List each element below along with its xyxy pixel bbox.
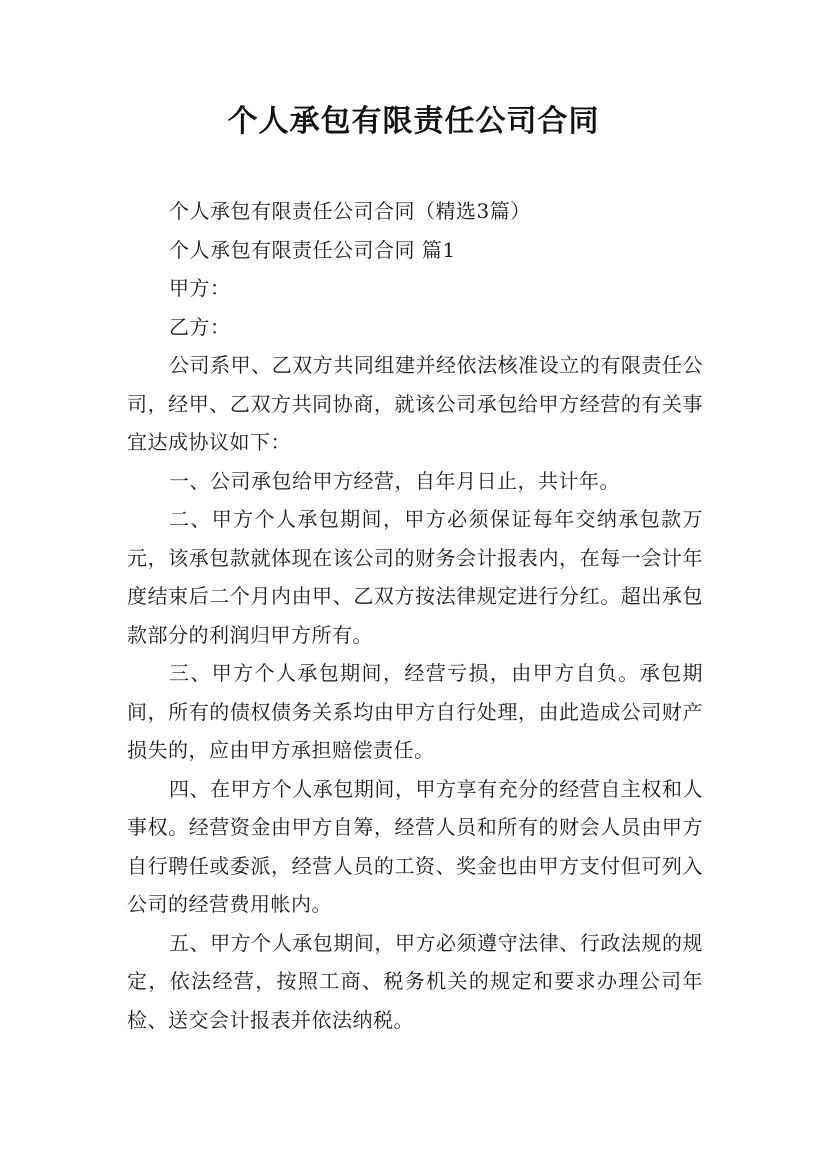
clause-2-paragraph: 二、甲方个人承包期间，甲方必须保证每年交纳承包款万元，该承包款就体现在该公司的财务会计报表内，在每一会计年度结束后二个月内由甲、乙双方按法律规定进行分红。超出承包款部分的利润归甲方所有。	[127, 507, 703, 647]
document-title: 个人承包有限责任公司合同	[227, 104, 600, 139]
party-a-line: 甲方：	[169, 276, 231, 300]
preamble-paragraph: 公司系甲、乙双方共同组建并经依法核准设立的有限责任公司，经甲、乙双方共同协商，就该公司承包给甲方经营的有关事宜达成协议如下：	[127, 353, 703, 454]
party-b-line: 乙方：	[169, 314, 231, 339]
subtitle-paragraph: 个人承包有限责任公司合同（精选3篇）	[169, 199, 531, 223]
clause-1-paragraph: 一、公司承包给甲方经营，自年月日止，共计年。	[169, 468, 620, 493]
section-heading: 个人承包有限责任公司合同 篇1	[169, 237, 456, 262]
clause-5-paragraph: 五、甲方个人承包期间，甲方必须遵守法律、行政法规的规定，依法经营，按照工商、税务机关的规定和要求办理公司年检、送交会计报表并依法纳税。	[127, 930, 703, 1032]
clause-4-paragraph: 四、在甲方个人承包期间，甲方享有充分的经营自主权和人事权。经营资金由甲方自筹，经营人员和所有的财会人员由甲方自行聘任或委派，经营人员的工资、奖金也由甲方支付但可列入公司的经营费用帐内。	[127, 776, 703, 916]
document-body	[127, 192, 703, 1039]
clause-3-paragraph: 三、甲方个人承包期间，经营亏损，由甲方自负。承包期间，所有的债权债务关系均由甲方自行处理，由此造成公司财产损失的，应由甲方承担赔偿责任。	[127, 661, 703, 762]
